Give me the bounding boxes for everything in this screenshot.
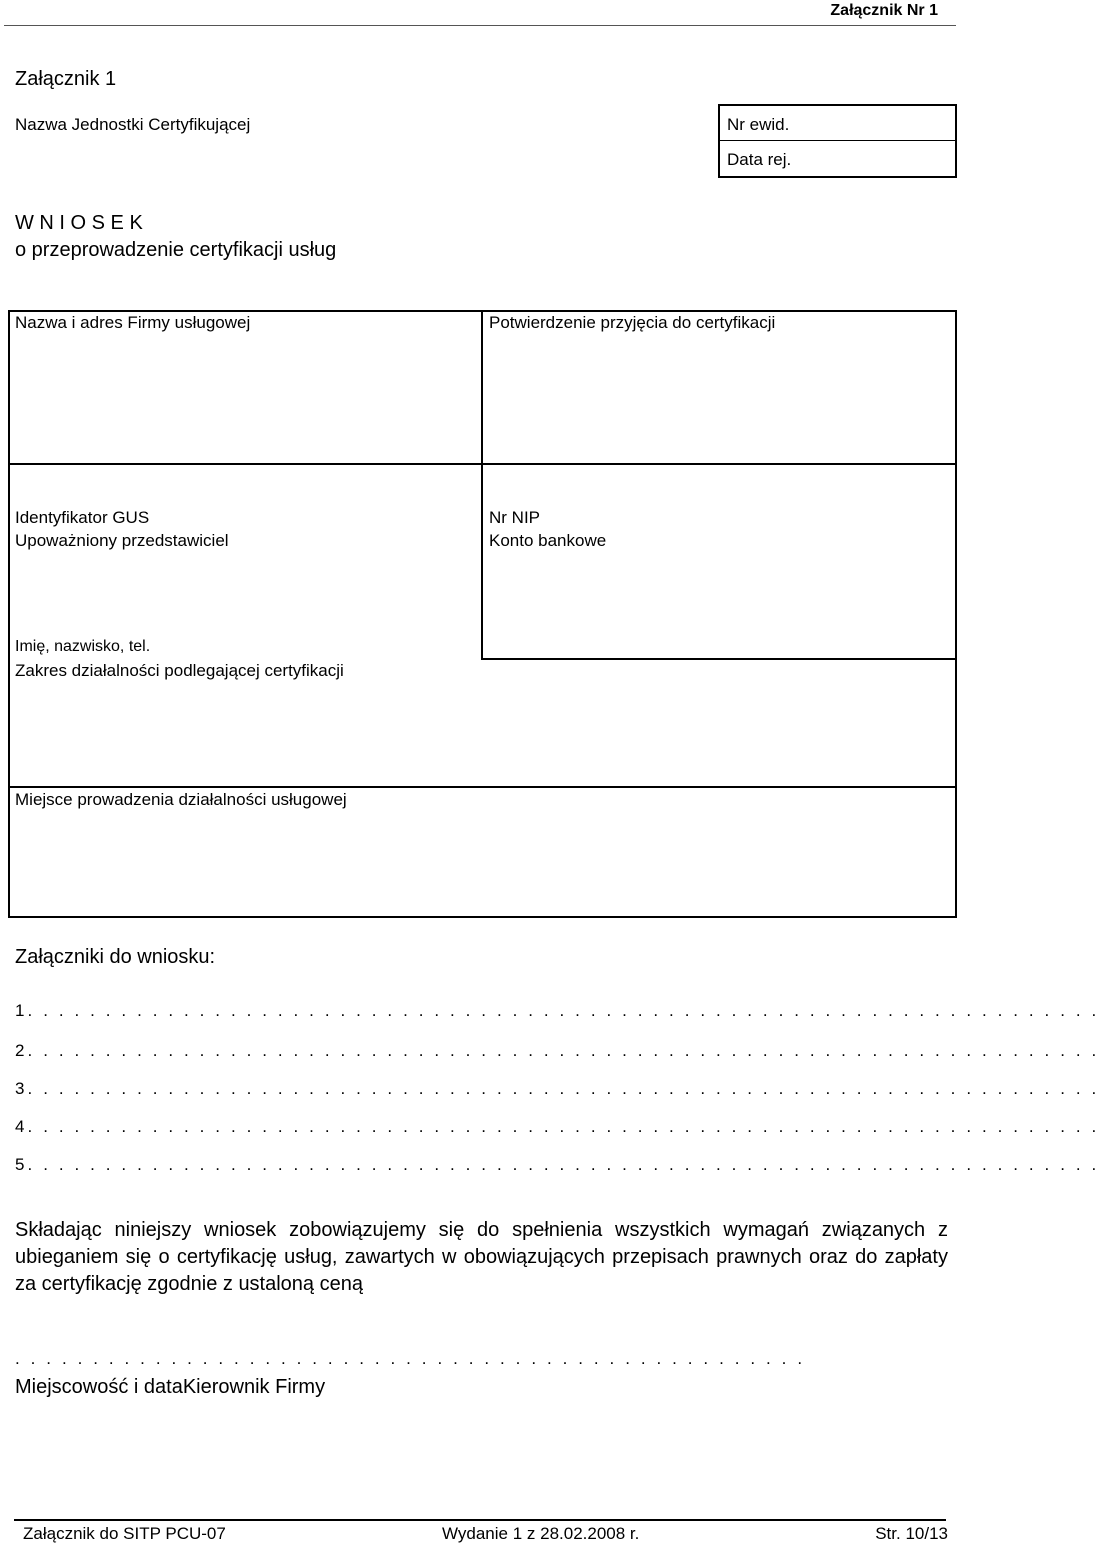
zalacznik-line-1: 1. . . . . . . . . . . . . . . . . . . . . . . . . . . . . . . . . . . . . . . . . . . . . . . . . . . . . . . . . . . . . . . . . . . . . <box>15 1001 1099 1020</box>
signature-caption: Miejscowość i dataKierownik Firmy <box>15 1376 326 1398</box>
header-label: Załącznik Nr 1 <box>830 2 938 19</box>
wniosek-heading: W N I O S E K <box>15 212 143 234</box>
footer-center: Wydanie 1 z 28.02.2008 r. <box>442 1524 640 1543</box>
zalaczniki-heading: Załączniki do wniosku: <box>15 946 216 968</box>
miejsce-label: Miejsce prowadzenia działalności usługowej <box>15 790 347 809</box>
page-title: Załącznik 1 <box>15 68 117 90</box>
nr-ewid-label: Nr ewid. <box>727 115 790 134</box>
footer-page-number: Str. 10/13 <box>875 1524 948 1543</box>
zalacznik-line-4: 4. . . . . . . . . . . . . . . . . . . . . . . . . . . . . . . . . . . . . . . . . . . . . . . . . . . . . . . . . . . . . . . . . . . . . <box>15 1117 1099 1136</box>
firma-label: Nazwa i adres Firmy usługowej <box>15 313 251 332</box>
imie-label: Imię, nazwisko, tel. <box>15 638 151 655</box>
potwierdzenie-label: Potwierdzenie przyjęcia do certyfikacji <box>489 313 776 332</box>
signature-dots: . . . . . . . . . . . . . . . . . . . . . . . . . . . . . . . . . . . . . . . . . . . . . . . . . . . <box>15 1349 806 1368</box>
zakres-label: Zakres działalności podlegającej certyfikacji <box>15 661 344 680</box>
footer-divider <box>14 1519 946 1521</box>
data-rej-label: Data rej. <box>727 150 792 169</box>
nip-label: Nr NIP <box>489 508 540 527</box>
przedstawiciel-label: Upoważniony przedstawiciel <box>15 531 229 550</box>
wniosek-subheading: o przeprowadzenie certyfikacji usług <box>15 239 337 261</box>
registration-divider <box>718 140 957 141</box>
zalacznik-line-5: 5. . . . . . . . . . . . . . . . . . . . . . . . . . . . . . . . . . . . . . . . . . . . . . . . . . . . . . . . . . . . . . . . . . . . . <box>15 1155 1099 1174</box>
form-divider-3 <box>8 786 957 788</box>
zalacznik-line-2: 2. . . . . . . . . . . . . . . . . . . . . . . . . . . . . . . . . . . . . . . . . . . . . . . . . . . . . . . . . . . . . . . . . . . . . <box>15 1041 1099 1060</box>
zalacznik-line-3: 3. . . . . . . . . . . . . . . . . . . . . . . . . . . . . . . . . . . . . . . . . . . . . . . . . . . . . . . . . . . . . . . . . . . . . <box>15 1079 1099 1098</box>
form-divider-2 <box>481 658 957 660</box>
footer-left: Załącznik do SITP PCU-07 <box>23 1524 226 1543</box>
gus-label: Identyfikator GUS <box>15 508 150 527</box>
konto-label: Konto bankowe <box>489 531 607 550</box>
jednostka-label: Nazwa Jednostki Certyfikującej <box>15 115 251 134</box>
form-column-divider <box>481 310 483 660</box>
declaration-text: Składając niniejszy wniosek zobowiązujemy się do spełnienia wszystkich wymagań związanych z ubieganiem się o certyfikację usług, zawartych w obowiązujących przepisach prawnych oraz do zapłaty za certyfikację zgodnie z ustaloną ceną <box>15 1219 948 1295</box>
header-divider <box>4 25 956 26</box>
